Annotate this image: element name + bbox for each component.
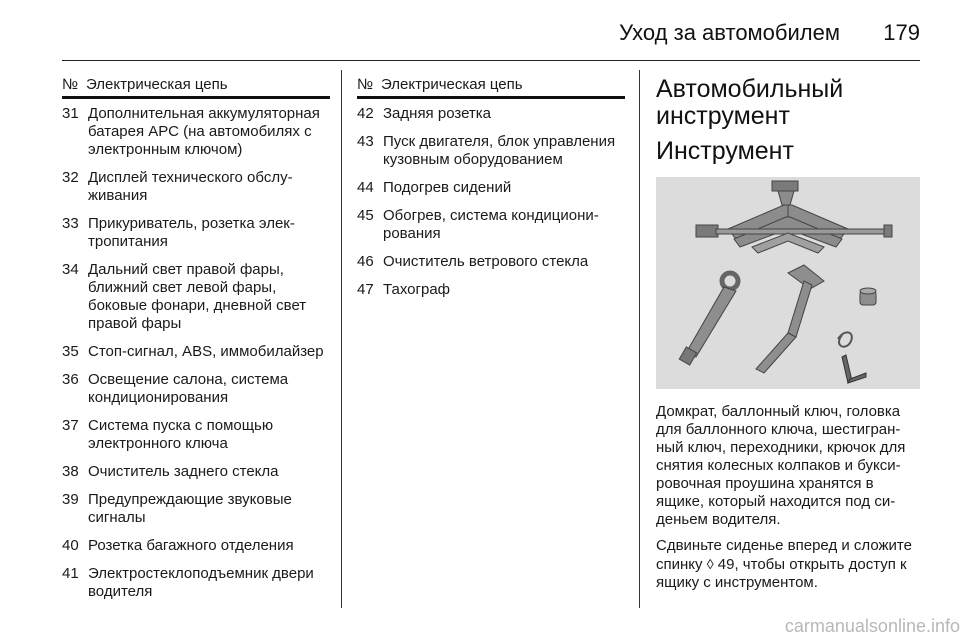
table-row [62, 537, 330, 555]
header-rule [62, 60, 920, 61]
table-row [62, 105, 330, 159]
fuse-number: 35 [62, 343, 79, 360]
table-row [62, 215, 330, 251]
circuit-description: Очиститель заднего стекла [88, 463, 279, 480]
fuse-number: 36 [62, 371, 79, 388]
table-rows-left [62, 105, 330, 601]
section-title: Автомобильный инструмент [656, 75, 844, 130]
hubcap-hook-icon [838, 332, 852, 346]
table-row [62, 565, 330, 601]
instructions-text-part1: Сдвиньте сиденье вперед и сложите спинку [656, 537, 912, 573]
table-header-circuit: Электрическая цепь [381, 76, 523, 93]
fuse-table-right [357, 76, 625, 309]
table-row [357, 179, 625, 197]
fuse-number: 37 [62, 417, 79, 434]
circuit-description: Подогрев сидений [383, 179, 512, 196]
instructions-text-part2: 49, чтобы открыть доступ к ящику с инструментом. [656, 556, 907, 591]
table-row [357, 253, 625, 271]
circuit-description: Прикуриватель, розетка электропитания [88, 215, 295, 250]
fuse-number: 31 [62, 105, 79, 122]
circuit-description: Система пуска с помощью электронного ключа [88, 417, 274, 452]
table-row [357, 281, 625, 299]
tools-drawing [656, 177, 920, 389]
table-row [62, 491, 330, 527]
fuse-number: 42 [357, 105, 374, 122]
socket-icon [860, 288, 876, 305]
circuit-description: Дальний свет правой фары, ближний свет левой фары, боковые фонари, дневной свет правой фары [88, 261, 307, 332]
table-row [62, 343, 330, 361]
table-header-no: № [62, 76, 79, 93]
page-number: 179 [883, 20, 920, 45]
table-row [357, 207, 625, 243]
table-rows-right [357, 105, 625, 299]
fuse-number: 38 [62, 463, 79, 480]
tools-access-instructions [656, 537, 922, 592]
table-row [357, 105, 625, 123]
fuse-number: 46 [357, 253, 374, 270]
circuit-description: Тахограф [383, 281, 451, 298]
table-header [357, 76, 625, 99]
circuit-description: Предупреждающие звуковые сигналы [88, 491, 292, 526]
circuit-description: Обогрев, система кондиционирования [383, 207, 599, 242]
column-divider [639, 70, 640, 608]
circuit-description: Розетка багажного отделения [88, 537, 294, 554]
table-row [62, 261, 330, 333]
cross-reference-icon[interactable]: ◊ [706, 556, 714, 572]
circuit-description: Электростеклоподъемник двери водителя [88, 565, 314, 600]
table-row [62, 371, 330, 407]
hex-key-icon [842, 355, 866, 383]
circuit-description: Пуск двигателя, блок управления кузовным оборудованием [383, 133, 616, 168]
table-row [62, 169, 330, 205]
subsection-title: Инструмент [656, 137, 794, 165]
circuit-description: Стоп-сигнал, ABS, иммобилайзер [88, 343, 324, 360]
fuse-number: 45 [357, 207, 374, 224]
fuse-table-left [62, 76, 330, 611]
column-divider [341, 70, 342, 608]
tow-hook-icon [679, 273, 738, 365]
fuse-number: 44 [357, 179, 374, 196]
fuse-number: 43 [357, 133, 374, 150]
tools-illustration [656, 177, 920, 389]
table-row [62, 463, 330, 481]
circuit-description: Задняя розетка [383, 105, 492, 122]
fuse-number: 47 [357, 281, 374, 298]
table-header-no: № [357, 76, 374, 93]
fuse-number: 33 [62, 215, 79, 232]
tools-description: Домкрат, баллонный ключ, головка для баллонного ключа, шестигранный ключ, переходники, крючок для снятия колесных колпаков и буксировочная проушина хранятся в ящике, который находится под сиденьем водителя. [656, 403, 906, 528]
circuit-description: Очиститель ветрового стекла [383, 253, 589, 270]
header-title: Уход за автомобилем [619, 20, 840, 45]
watermark: carmanualsonline.info [784, 616, 960, 636]
table-header-circuit: Электрическая цепь [86, 76, 228, 93]
fuse-number: 41 [62, 565, 79, 582]
fuse-number: 34 [62, 261, 79, 278]
jack-icon [696, 181, 892, 253]
table-row [62, 417, 330, 453]
circuit-description: Освещение салона, система кондиционирования [88, 371, 289, 406]
fuse-number: 40 [62, 537, 79, 554]
circuit-description: Дисплей технического обслуживания [88, 169, 293, 204]
fuse-number: 32 [62, 169, 79, 186]
circuit-description: Дополнительная аккумуляторная батарея АРС (на автомобилях с электронным ключом) [88, 105, 320, 158]
table-row [357, 133, 625, 169]
tools-section [656, 76, 922, 600]
wheel-wrench-icon [756, 265, 824, 373]
table-header [62, 76, 330, 99]
fuse-number: 39 [62, 491, 79, 508]
